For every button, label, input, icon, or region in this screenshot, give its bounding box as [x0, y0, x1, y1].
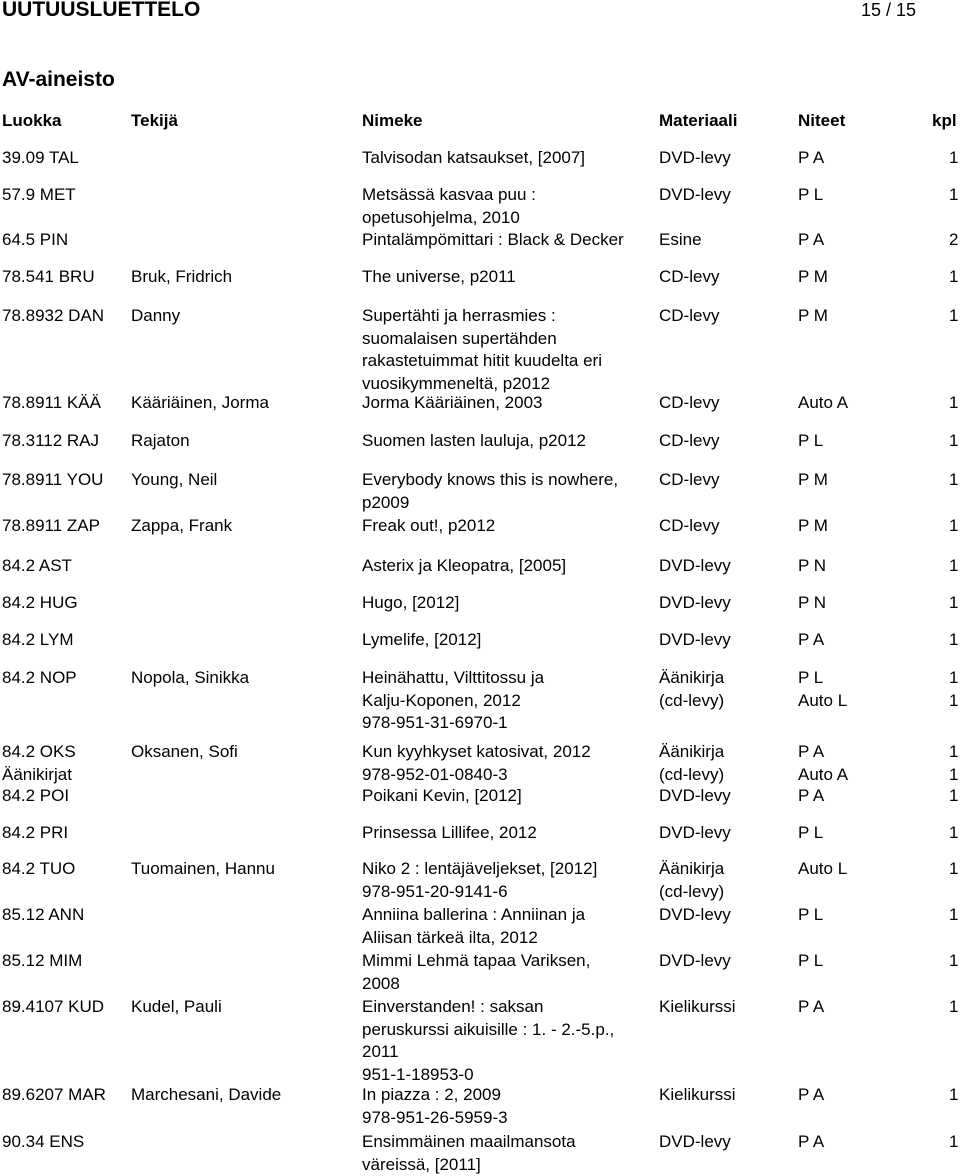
cell-nimeke: 978-951-31-6970-1 [362, 713, 508, 732]
cell-materiaali: DVD-levy [659, 823, 731, 842]
cell-nimeke: 951-1-18953-0 [362, 1064, 474, 1084]
cell-luokka: 84.2 OKS [2, 742, 76, 761]
cell-kpl: 1 [949, 690, 959, 710]
cell-niteet: P M [798, 306, 828, 325]
cell-nimeke: Niko 2 : lentäjäveljekset, [2012] [362, 859, 598, 878]
page-number: 15 / 15 [861, 0, 917, 20]
cell-kpl: 1 [949, 148, 959, 167]
cell-kpl: 1 [949, 267, 959, 286]
column-header-materiaali: Materiaali [659, 111, 738, 130]
cell-luokka: 84.2 NOP [2, 668, 77, 687]
cell-nimeke: Asterix ja Kleopatra, [2005] [362, 556, 567, 575]
cell-materiaali: DVD-levy [659, 148, 731, 167]
cell-nimeke: Freak out!, p2012 [362, 516, 496, 535]
cell-kpl: 1 [949, 905, 959, 924]
cell-nimeke: Mimmi Lehmä tapaa Variksen, [362, 951, 591, 970]
cell-luokka: 78.8911 YOU [2, 470, 104, 489]
cell-tekija: Kääriäinen, Jorma [131, 393, 269, 412]
cell-luokka: 84.2 POI [2, 786, 70, 805]
cell-niteet: P N [798, 556, 827, 575]
cell-kpl: 1 [949, 393, 959, 412]
cell-kpl: 1 [949, 1085, 959, 1104]
cell-kpl: 1 [949, 668, 959, 687]
cell-niteet: P A [798, 148, 825, 167]
cell-niteet: P L [798, 431, 824, 450]
cell-niteet: P L [798, 185, 824, 204]
cell-nimeke: Aliisan tärkeä ilta, 2012 [362, 927, 538, 947]
cell-niteet: P L [798, 823, 824, 842]
cell-kpl: 1 [949, 470, 959, 489]
cell-materiaali: CD-levy [659, 431, 720, 450]
cell-nimeke: 978-952-01-0840-3 [362, 764, 508, 784]
cell-niteet: Auto L [798, 690, 848, 710]
cell-luokka: 84.2 AST [2, 556, 72, 575]
column-header-tekija: Tekijä [131, 111, 178, 130]
cell-materiaali: DVD-levy [659, 786, 731, 805]
cell-tekija: Nopola, Sinikka [131, 668, 250, 687]
cell-kpl: 1 [949, 630, 959, 649]
cell-nimeke: Jorma Kääriäinen, 2003 [362, 393, 543, 412]
cell-nimeke: Poikani Kevin, [2012] [362, 786, 522, 805]
cell-tekija: Marchesani, Davide [131, 1085, 282, 1104]
cell-materiaali: Äänikirja [659, 742, 725, 761]
cell-nimeke: Pintalämpömittari : Black & Decker [362, 230, 624, 249]
cell-nimeke: In piazza : 2, 2009 [362, 1085, 501, 1104]
cell-niteet: Auto A [798, 393, 849, 412]
cell-luokka: 39.09 TAL [2, 148, 79, 167]
cell-kpl: 1 [949, 593, 959, 612]
cell-nimeke: Ensimmäinen maailmansota [362, 1132, 576, 1151]
cell-nimeke: 978-951-26-5959-3 [362, 1107, 508, 1127]
cell-materiaali: CD-levy [659, 516, 720, 535]
cell-nimeke: väreissä, [2011] [362, 1154, 481, 1174]
cell-kpl: 1 [949, 997, 959, 1016]
cell-kpl: 1 [949, 185, 959, 204]
cell-luokka: 90.34 ENS [2, 1132, 85, 1151]
cell-luokka: 78.3112 RAJ [2, 431, 100, 450]
column-header-niteet: Niteet [798, 111, 846, 130]
cell-luokka: 89.4107 KUD [2, 997, 105, 1016]
cell-kpl: 1 [949, 431, 959, 450]
cell-niteet: P L [798, 951, 824, 970]
cell-materiaali: Kielikurssi [659, 997, 736, 1016]
cell-materiaali: CD-levy [659, 393, 720, 412]
cell-luokka: 85.12 ANN [2, 905, 85, 924]
cell-nimeke: 2008 [362, 973, 400, 993]
cell-materiaali: (cd-levy) [659, 764, 725, 784]
cell-nimeke: Hugo, [2012] [362, 593, 460, 612]
cell-nimeke: opetusohjelma, 2010 [362, 207, 520, 227]
cell-nimeke: Supertähti ja herrasmies : [362, 306, 556, 325]
cell-luokka: 84.2 PRI [2, 823, 69, 842]
cell-materiaali: Kielikurssi [659, 1085, 736, 1104]
cell-nimeke: The universe, p2011 [362, 267, 516, 286]
cell-nimeke: 2011 [362, 1042, 399, 1061]
column-header-kpl: kpl [932, 111, 957, 130]
cell-luokka: 78.541 BRU [2, 267, 95, 286]
cell-niteet: P M [798, 516, 828, 535]
cell-niteet: P A [798, 230, 825, 249]
cell-luokka: 78.8911 ZAP [2, 516, 100, 535]
cell-luokka: 78.8911 KÄÄ [2, 393, 101, 412]
cell-niteet: P L [798, 905, 824, 924]
cell-kpl: 1 [949, 859, 959, 878]
cell-materiaali: DVD-levy [659, 630, 731, 649]
cell-tekija: Young, Neil [131, 470, 218, 489]
cell-kpl: 2 [949, 230, 959, 249]
cell-luokka: 84.2 LYM [2, 630, 74, 649]
cell-niteet: P N [798, 593, 827, 612]
cell-materiaali: DVD-levy [659, 951, 731, 970]
cell-kpl: 1 [949, 306, 959, 325]
column-header-nimeke: Nimeke [362, 111, 423, 130]
column-header-luokka: Luokka [2, 111, 62, 130]
cell-tekija: Oksanen, Sofi [131, 742, 238, 761]
cell-materiaali: DVD-levy [659, 185, 731, 204]
document-title: UUTUUSLUETTELO [2, 0, 201, 21]
cell-kpl: 1 [949, 516, 959, 535]
cell-materiaali: DVD-levy [659, 556, 731, 575]
cell-kpl: 1 [949, 786, 959, 805]
cell-nimeke: Talvisodan katsaukset, [2007] [362, 148, 586, 167]
cell-nimeke: Kalju-Koponen, 2012 [362, 690, 521, 710]
cell-materiaali: Äänikirja [659, 668, 725, 687]
cell-niteet: P A [798, 742, 825, 761]
cell-kpl: 1 [949, 764, 959, 784]
cell-materiaali: (cd-levy) [659, 881, 725, 901]
cell-nimeke: Prinsessa Lillifee, 2012 [362, 823, 537, 842]
cell-materiaali: (cd-levy) [659, 690, 725, 710]
cell-niteet: P L [798, 668, 824, 687]
cell-kpl: 1 [949, 1132, 959, 1151]
cell-niteet: P A [798, 1085, 825, 1104]
cell-kpl: 1 [949, 951, 959, 970]
cell-luokka: 84.2 TUO [2, 859, 76, 878]
cell-materiaali: CD-levy [659, 306, 720, 325]
cell-nimeke: Everybody knows this is nowhere, [362, 470, 619, 489]
cell-materiaali: DVD-levy [659, 905, 731, 924]
cell-tekija: Zappa, Frank [131, 516, 233, 535]
cell-tekija: Kudel, Pauli [131, 997, 222, 1016]
cell-niteet: P M [798, 267, 828, 286]
cell-nimeke: Einverstanden! : saksan [362, 997, 544, 1016]
cell-niteet: Auto A [798, 764, 849, 784]
cell-nimeke: Anniina ballerina : Anniinan ja [362, 905, 586, 924]
cell-luokka: 84.2 HUG [2, 593, 78, 612]
cell-materiaali: CD-levy [659, 267, 720, 286]
cell-niteet: P A [798, 630, 825, 649]
cell-kpl: 1 [949, 556, 959, 575]
section-title: AV-aineisto [2, 68, 115, 91]
cell-luokka: Äänikirjat [2, 764, 72, 784]
cell-luokka: 78.8932 DAN [2, 306, 105, 325]
cell-materiaali: Esine [659, 230, 702, 249]
cell-niteet: P A [798, 786, 825, 805]
cell-niteet: P A [798, 1132, 825, 1151]
cell-luokka: 64.5 PIN [2, 230, 69, 249]
cell-luokka: 89.6207 MAR [2, 1085, 106, 1104]
cell-nimeke: Kun kyyhkyset katosivat, 2012 [362, 742, 591, 761]
cell-niteet: P M [798, 470, 828, 489]
cell-nimeke: Lymelife, [2012] [362, 630, 482, 649]
cell-nimeke: vuosikymmeneltä, p2012 [362, 373, 551, 393]
cell-nimeke: 978-951-20-9141-6 [362, 881, 508, 901]
cell-tekija: Tuomainen, Hannu [131, 859, 275, 878]
cell-nimeke: p2009 [362, 492, 410, 512]
cell-materiaali: DVD-levy [659, 1132, 731, 1151]
cell-luokka: 57.9 MET [2, 185, 76, 204]
cell-nimeke: suomalaisen supertähden [362, 328, 557, 348]
cell-tekija: Danny [131, 306, 181, 325]
cell-materiaali: CD-levy [659, 470, 720, 489]
cell-materiaali: DVD-levy [659, 593, 731, 612]
cell-nimeke: Suomen lasten lauluja, p2012 [362, 431, 586, 450]
cell-nimeke: Metsässä kasvaa puu : [362, 185, 536, 204]
cell-niteet: Auto L [798, 859, 848, 878]
cell-nimeke: Heinähattu, Vilttitossu ja [362, 668, 545, 687]
cell-nimeke: rakastetuimmat hitit kuudelta eri [362, 351, 602, 370]
cell-tekija: Rajaton [131, 431, 190, 450]
cell-luokka: 85.12 MIM [2, 951, 83, 970]
cell-kpl: 1 [949, 742, 959, 761]
cell-kpl: 1 [949, 823, 959, 842]
cell-materiaali: Äänikirja [659, 859, 725, 878]
cell-nimeke: peruskurssi aikuisille : 1. - 2.-5.p., [362, 1019, 615, 1039]
cell-tekija: Bruk, Fridrich [131, 267, 233, 286]
cell-niteet: P A [798, 997, 825, 1016]
